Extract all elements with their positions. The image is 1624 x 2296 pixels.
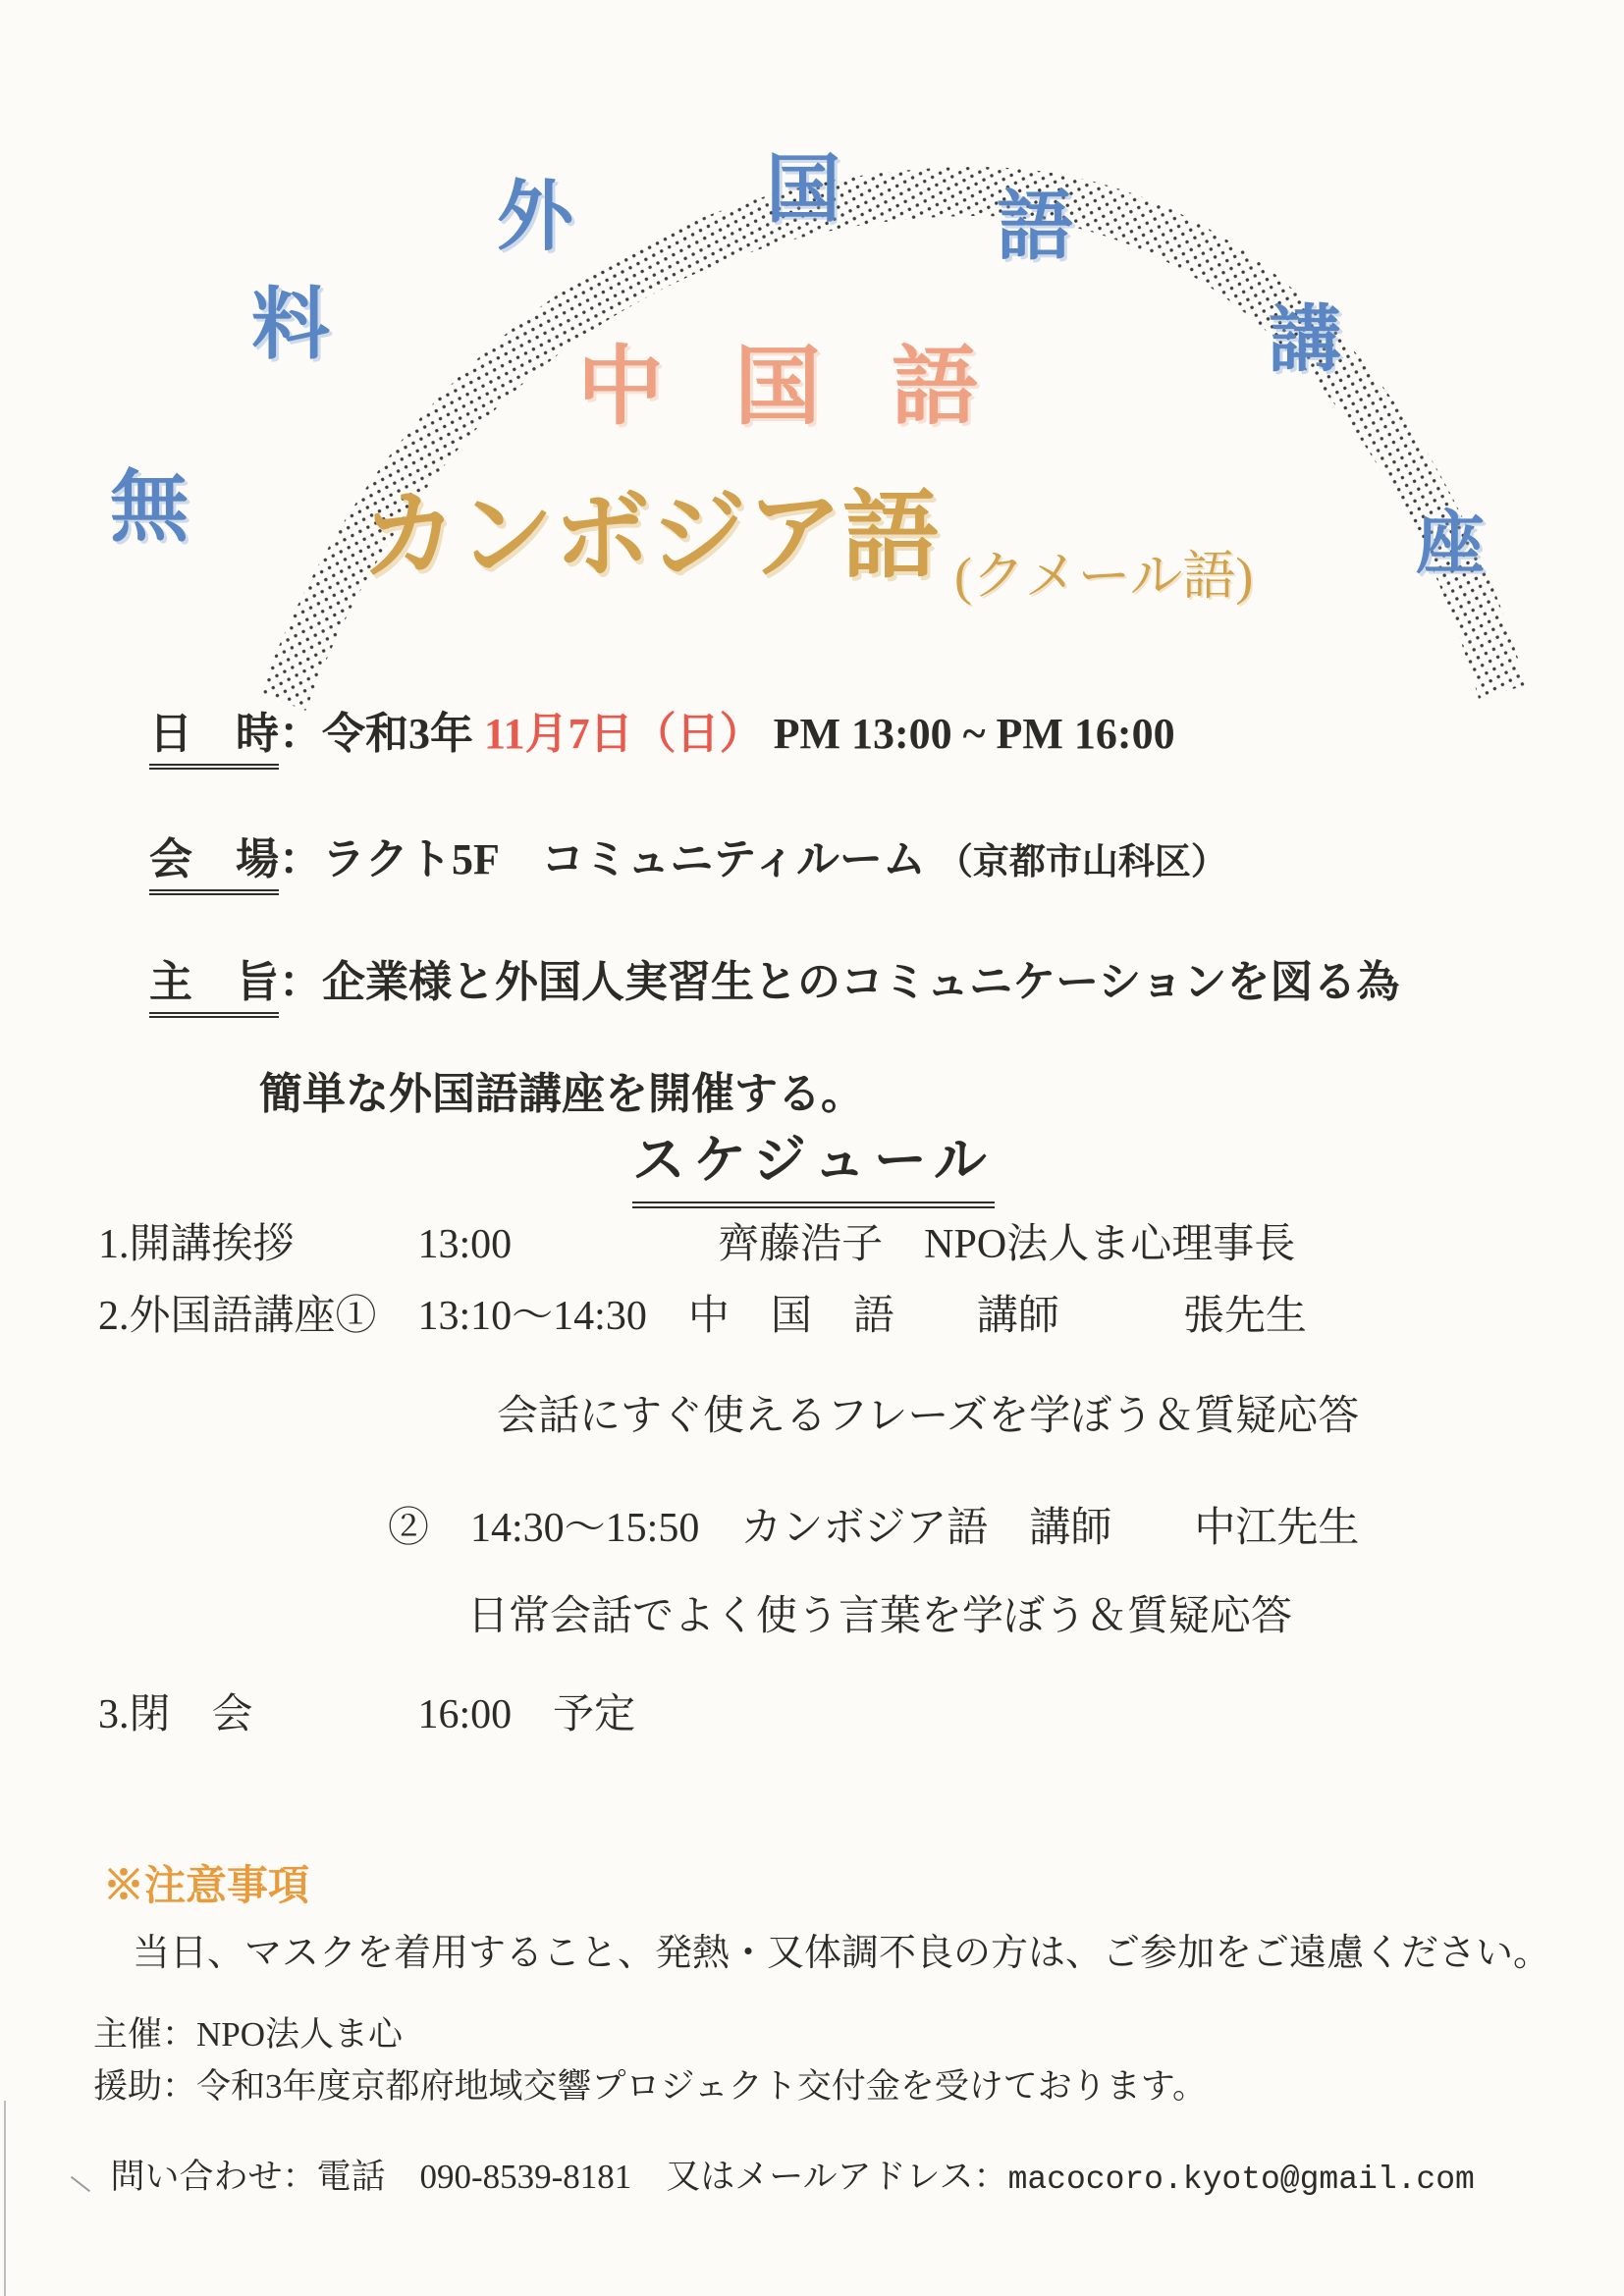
datetime-colon: ： — [279, 710, 322, 758]
venue-line — [128, 778, 1227, 886]
purpose-text-1: 企業様と外国人実習生とのコミュニケーションを図る為 — [322, 958, 1400, 1006]
contact-email: macocoro.kyoto@gmail.com — [1007, 2162, 1475, 2198]
purpose-label: 主 旨 — [149, 958, 279, 1018]
venue-label: 会 場 — [149, 835, 279, 895]
notes-body: 当日、マスクを着用すること、発熱・又体調不良の方は、ご参加をご遠慮ください。 — [133, 1933, 1551, 1974]
schedule-row-lecture-1-desc: 会話にすぐ使えるフレーズを学ぼう＆質疑応答 — [497, 1394, 1360, 1439]
datetime-hours: PM 13:00 ~ PM 16:00 — [762, 710, 1175, 758]
scan-corner-mark — [71, 2176, 90, 2192]
arc-letter-go: 語 — [997, 184, 1074, 269]
organizer-line: 主催：NPO法人ま心 — [93, 2015, 404, 2054]
scan-edge-line — [4, 2101, 6, 2296]
khmer-subtitle: (クメール語) — [954, 547, 1254, 606]
venue-colon: ： — [279, 835, 322, 883]
schedule-row-closing: 3.閉 会 16:00 予定 — [98, 1692, 636, 1737]
arc-letter-ryo: 料 — [251, 283, 330, 369]
contact-line — [93, 2110, 1475, 2199]
cambodian-language-title: カンボジア語 — [361, 484, 940, 590]
schedule-heading: スケジュール — [632, 1118, 995, 1208]
schedule-row-lecture-2-desc: 日常会話でよく使う言葉を学ぼう＆質疑応答 — [467, 1594, 1293, 1639]
arc-letter-kou: 講 — [1269, 300, 1341, 381]
arc-letter-mu: 無 — [110, 465, 189, 552]
datetime-line — [128, 653, 1175, 761]
chinese-language-title: 中国語 — [577, 341, 1050, 436]
datetime-date: 11月7日（日） — [484, 710, 763, 758]
schedule-row-lecture-1: 2.外国語講座① 13:10～14:30 中 国 語 講師 張先生 — [98, 1294, 1307, 1339]
datetime-era: 令和3年 — [322, 710, 484, 758]
arc-letter-koku: 国 — [766, 149, 840, 232]
schedule-row-opening: 1.開講挨拶 13:00 齊藤浩子 NPO法人ま心理事長 — [98, 1222, 1296, 1267]
schedule-row-lecture-2: ② 14:30～15:50 カンボジア語 講師 中江先生 — [388, 1506, 1360, 1551]
purpose-colon: ： — [279, 958, 322, 1006]
support-line: 援助：令和3年度京都府地域交響プロジェクト交付金を受けております。 — [93, 2067, 1208, 2106]
contact-text: 問い合わせ：電話 090-8539-8181 又はメールアドレス： — [110, 2158, 1008, 2196]
venue-district-note: （京都市山科区） — [936, 842, 1227, 882]
purpose-line-1 — [128, 901, 1399, 1009]
venue-text: ラクト5F コミュニティルーム — [322, 835, 937, 883]
arc-letter-gai: 外 — [497, 174, 574, 259]
purpose-text-2: 簡単な外国語講座を開催する。 — [259, 1070, 864, 1118]
arc-letter-za: 座 — [1416, 507, 1485, 582]
purpose-line-2 — [238, 1013, 864, 1121]
datetime-label: 日 時 — [149, 710, 279, 770]
notes-heading: ※注意事項 — [103, 1864, 310, 1909]
